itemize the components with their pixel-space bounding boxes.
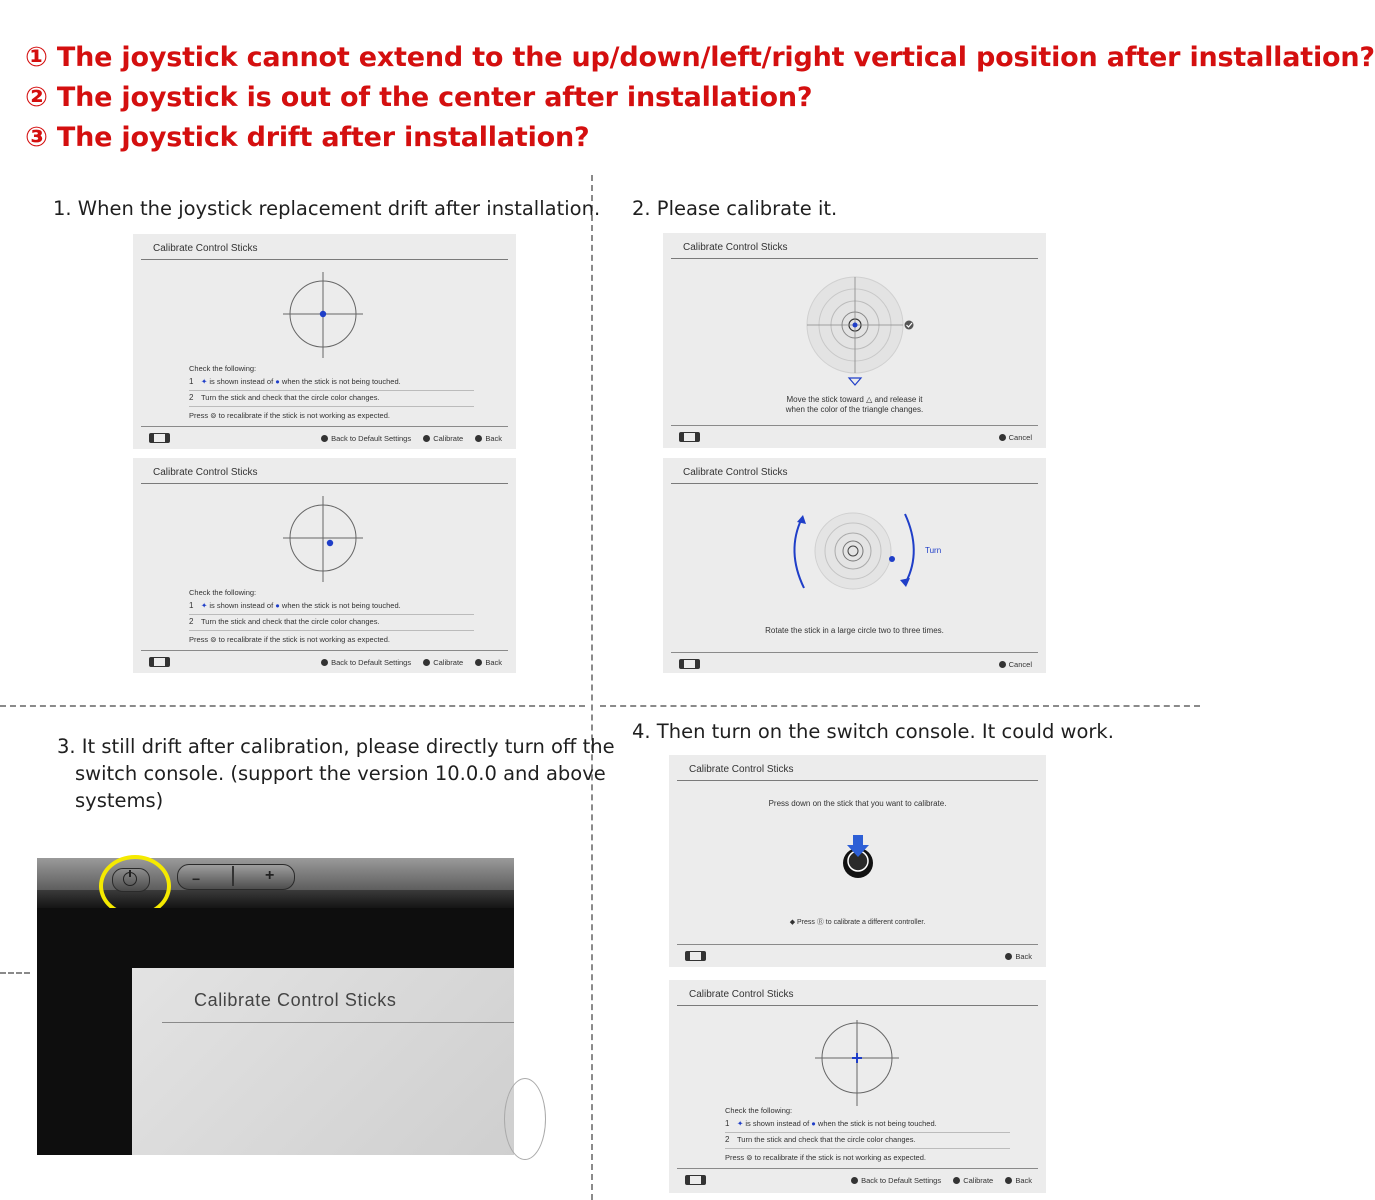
panel-footer [841, 1176, 1032, 1185]
step-4-caption: 4. Then turn on the switch console. It could work. [632, 720, 1114, 743]
recalibrate-hint: Press ⊚ to recalibrate if the stick is not working as expected. [189, 411, 390, 420]
y-button-icon [321, 435, 328, 442]
console-photo [37, 858, 514, 1155]
check-title: Check the following: [189, 364, 257, 373]
rotate-circle-graphic [788, 510, 948, 600]
panel-title: Calibrate Control Sticks [689, 764, 794, 775]
b-button-icon [1005, 953, 1012, 960]
b-button-icon [999, 661, 1006, 668]
x-button-icon [423, 659, 430, 666]
short-divider [0, 972, 30, 974]
stick-position-crosshair [812, 1020, 902, 1110]
screen-title: Calibrate Control Sticks [194, 990, 397, 1010]
y-button-icon [851, 1177, 858, 1184]
controller-icon [685, 1175, 706, 1185]
recalibrate-hint: Press ⊚ to recalibrate if the stick is not working as expected. [725, 1153, 926, 1162]
panel-footer [311, 434, 502, 443]
calibrate-panel-centered [133, 234, 516, 449]
volume-down-icon: − [192, 871, 201, 887]
calibrate-panel-fixed [669, 980, 1046, 1193]
check-title: Check the following: [725, 1106, 793, 1115]
controller-icon [679, 659, 700, 669]
panel-title: Calibrate Control Sticks [683, 467, 788, 478]
panel-footer [311, 658, 502, 667]
panel-title: Calibrate Control Sticks [689, 989, 794, 1000]
step-3-caption-line3: systems) [75, 789, 164, 812]
move-instructions: Move the stick toward △ and release it when the color of the triangle changes. [785, 395, 924, 414]
check-list: Check the following: 1 ✦ is shown instead of ● when the stick is not being touched. 2 Turn the stick and check that the circle color changes. Press ⊚ to recalibrate if the stick is not working as expected. [189, 586, 474, 646]
calibrate-button[interactable]: Calibrate [963, 1176, 994, 1185]
default-settings-button[interactable]: Back to Default Settings [331, 434, 412, 443]
panel-title: Calibrate Control Sticks [153, 467, 258, 478]
check-list: Check the following: 1 ✦ is shown instead of ● when the stick is not being touched. 2 Turn the stick and check that the circle color changes. Press ⊚ to recalibrate if the stick is not working as expected. [725, 1104, 1010, 1164]
panel-title: Calibrate Control Sticks [153, 243, 258, 254]
stick-position-crosshair [278, 272, 368, 362]
calibrate-panel-rotate [663, 458, 1046, 673]
check-list: Check the following: 1 ✦ is shown instead of ● when the stick is not being touched. 2 Turn the stick and check that the circle color changes. Press ⊚ to recalibrate if the stick is not working as expected. [189, 362, 474, 422]
calibrate-button[interactable]: Calibrate [433, 658, 464, 667]
horizontal-divider-left [0, 705, 585, 707]
cancel-button[interactable]: Cancel [1008, 660, 1032, 669]
controller-icon [679, 432, 700, 442]
controller-icon [685, 951, 706, 961]
vertical-divider [591, 175, 593, 1200]
panel-footer [989, 433, 1032, 442]
back-button[interactable]: Back [1015, 1176, 1032, 1185]
panel-footer [989, 660, 1032, 669]
question-1: ① The joystick cannot extend to the up/down/left/right vertical position after installation? [25, 42, 1375, 73]
different-controller-hint: ◆ Press Ⓡ to calibrate a different controller. [789, 919, 926, 926]
question-2: ② The joystick is out of the center after installation? [25, 82, 813, 113]
horizontal-divider-right [600, 705, 1200, 707]
step-3-caption-line2: switch console. (support the version 10.0.0 and above [75, 762, 606, 785]
back-button[interactable]: Back [485, 434, 502, 443]
console-screen [132, 968, 514, 1155]
b-button-icon [475, 435, 482, 442]
back-button[interactable]: Back [1015, 952, 1032, 961]
default-settings-button[interactable]: Back to Default Settings [861, 1176, 942, 1185]
x-button-icon [423, 435, 430, 442]
step-1-caption: 1. When the joystick replacement drift after installation. [53, 197, 601, 220]
step-2-caption: 2. Please calibrate it. [632, 197, 838, 220]
x-button-icon [953, 1177, 960, 1184]
calibrate-panel-press-down [669, 755, 1046, 967]
press-down-instruction: Press down on the stick that you want to calibrate. [768, 799, 947, 808]
controller-icon [149, 657, 170, 667]
b-button-icon [475, 659, 482, 666]
turn-label: Turn [925, 546, 942, 555]
step-3-caption-line1: 3. It still drift after calibration, please directly turn off the [57, 735, 615, 758]
stick-press-icon [839, 835, 879, 883]
panel-footer [995, 952, 1032, 961]
rotate-instructions: Rotate the stick in a large circle two to three times. [765, 626, 944, 635]
question-3: ③ The joystick drift after installation? [25, 122, 590, 153]
back-button[interactable]: Back [485, 658, 502, 667]
volume-up-icon: + [265, 867, 275, 884]
controller-icon [149, 433, 170, 443]
cancel-button[interactable]: Cancel [1008, 433, 1032, 442]
panel-title: Calibrate Control Sticks [683, 242, 788, 253]
concentric-target-graphic [803, 273, 923, 388]
default-settings-button[interactable]: Back to Default Settings [331, 658, 412, 667]
b-button-icon [999, 434, 1006, 441]
y-button-icon [321, 659, 328, 666]
calibrate-panel-drifted [133, 458, 516, 673]
calibrate-panel-move-stick [663, 233, 1046, 448]
b-button-icon [1005, 1177, 1012, 1184]
calibrate-button[interactable]: Calibrate [433, 434, 464, 443]
stick-position-crosshair [278, 496, 378, 586]
check-title: Check the following: [189, 588, 257, 597]
recalibrate-hint: Press ⊚ to recalibrate if the stick is not working as expected. [189, 635, 390, 644]
